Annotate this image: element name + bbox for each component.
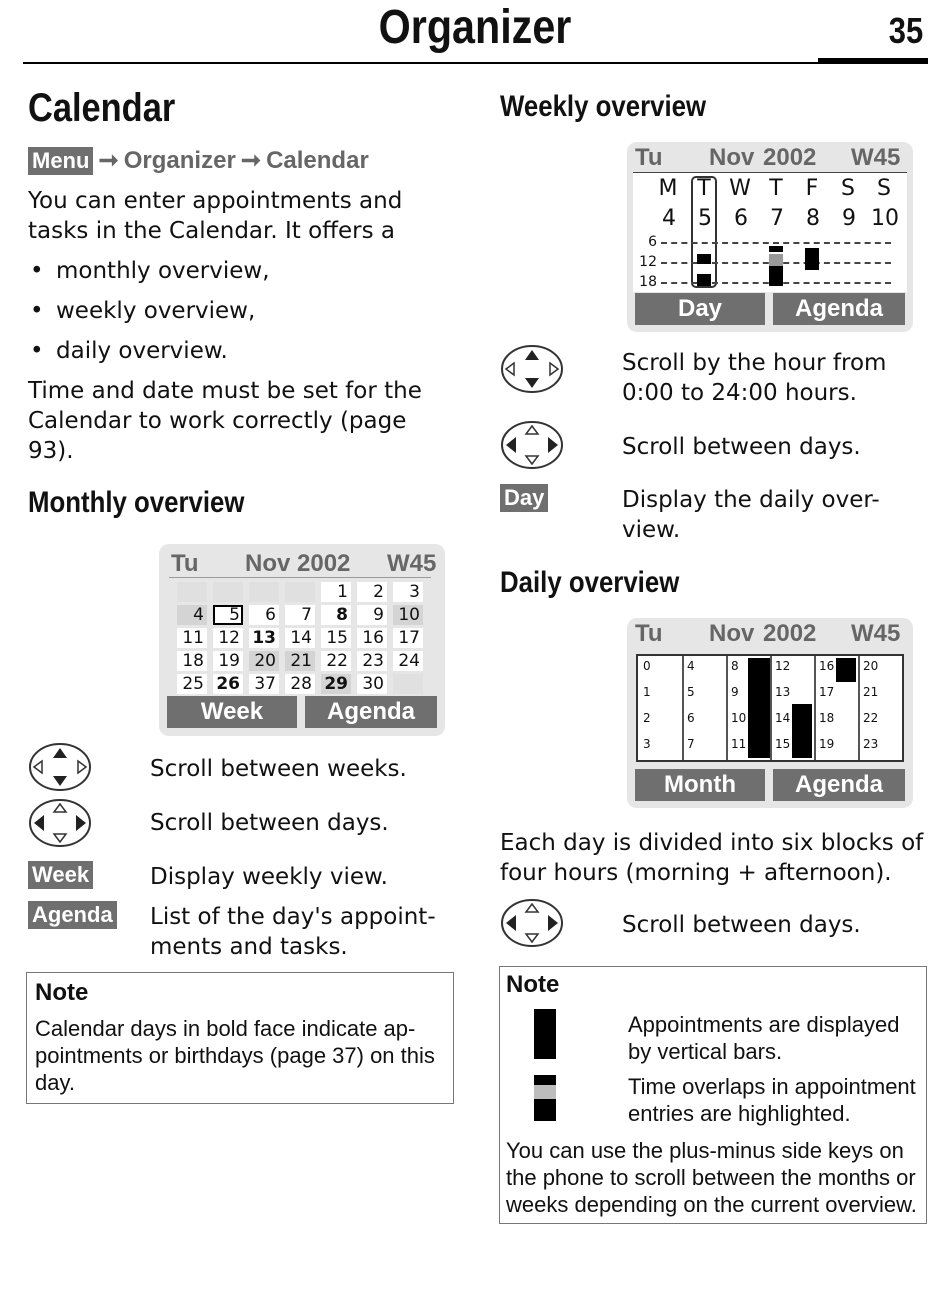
hour-label: 6 xyxy=(648,234,657,250)
day-column-divider xyxy=(858,656,860,760)
hour-label: 18 xyxy=(639,274,657,290)
month-day-cell: 29 xyxy=(321,674,351,694)
agenda-softkey[interactable]: Agenda xyxy=(773,293,905,325)
screen-month: Nov xyxy=(245,550,291,577)
weekday-label: T xyxy=(697,176,711,201)
key-desc: Scroll between weeks. xyxy=(150,756,407,782)
note-item: Time overlaps in appointment entries are highlighted. xyxy=(628,1074,916,1126)
screen-day: Tu xyxy=(635,144,663,171)
monthly-screen xyxy=(159,544,445,736)
menu-chip: Menu xyxy=(28,147,93,175)
agenda-softkey[interactable]: Agenda xyxy=(773,769,905,801)
screen-month: Nov xyxy=(709,144,755,171)
week-grid xyxy=(633,172,907,292)
week-softkey[interactable]: Week xyxy=(167,696,297,728)
note-item: Appointments are displayed by vertical bars. xyxy=(628,1012,900,1064)
screen-year: 2002 xyxy=(763,144,817,171)
month-day-cell: 12 xyxy=(213,628,243,648)
note-title: Note xyxy=(506,971,560,998)
hour-label: 18 xyxy=(819,711,835,725)
note-text: Calendar days in bold face indicate ap-pointments or birthdays (page 37) on this day. xyxy=(35,1016,435,1095)
week-chip: Week xyxy=(28,861,93,889)
key-desc: List of the day's appoint-ments and tasks. xyxy=(150,904,436,960)
month-day-cell: 8 xyxy=(321,605,351,625)
hour-label: 8 xyxy=(731,659,739,673)
appointment-bar xyxy=(836,658,856,682)
screen-week: W45 xyxy=(851,144,901,171)
hour-label: 1 xyxy=(643,685,651,699)
nav-up-down-icon xyxy=(500,344,564,394)
hour-label: 12 xyxy=(775,659,791,673)
time-note: Time and date must be set for the Calendar to work correctly (page 93). xyxy=(28,378,422,464)
key-desc: Scroll between days. xyxy=(622,434,861,460)
bullet-weekly: • weekly overview, xyxy=(56,296,255,326)
hour-label: 20 xyxy=(863,659,879,673)
hour-label: 10 xyxy=(731,711,747,725)
screen-year: 2002 xyxy=(297,550,351,577)
agenda-softkey[interactable]: Agenda xyxy=(305,696,437,728)
overlap-bar-icon xyxy=(534,1075,556,1121)
month-day-cell: 30 xyxy=(357,674,387,694)
month-day-cell: 16 xyxy=(357,628,387,648)
nav-left-right-icon xyxy=(500,898,564,948)
month-day-cell: 24 xyxy=(393,651,423,671)
daily-screen xyxy=(627,618,913,808)
hour-label: 5 xyxy=(687,685,695,699)
hour-label: 6 xyxy=(687,711,695,725)
hour-label: 9 xyxy=(731,685,739,699)
weekday-date: 6 xyxy=(734,206,748,231)
hour-label: 19 xyxy=(819,737,835,751)
month-day-cell: 3 xyxy=(393,582,423,602)
month-softkey[interactable]: Month xyxy=(635,769,765,801)
month-day-cell: 21 xyxy=(285,651,315,671)
month-day-cell: 28 xyxy=(285,674,315,694)
appointment-bar xyxy=(805,248,819,270)
month-day-cell: 15 xyxy=(321,628,351,648)
screen-week: W45 xyxy=(387,550,437,577)
bullet-monthly: • monthly overview, xyxy=(56,256,270,286)
month-day-cell: 13 xyxy=(249,628,279,648)
hour-label: 7 xyxy=(687,737,695,751)
key-desc: Scroll between days. xyxy=(150,810,389,836)
note-box xyxy=(499,966,927,1224)
month-day-cell: 22 xyxy=(321,651,351,671)
screen-week: W45 xyxy=(851,620,901,647)
appointment-bar xyxy=(697,274,711,286)
header-rule xyxy=(23,62,928,64)
screen-day: Tu xyxy=(171,550,199,577)
weekday-label: F xyxy=(805,176,819,201)
day-column-divider xyxy=(770,656,772,760)
daily-heading: Daily overview xyxy=(500,566,680,599)
day-softkey[interactable]: Day xyxy=(635,293,765,325)
breadcrumb-arrow-icon: ➞ xyxy=(98,147,119,174)
hour-label: 2 xyxy=(643,711,651,725)
nav-left-right-icon xyxy=(28,798,92,848)
daily-text: Each day is divided into six blocks of four hours (morning + afternoon). xyxy=(500,830,924,886)
month-day-cell: 17 xyxy=(393,628,423,648)
weekday-date: 7 xyxy=(770,206,784,231)
month-day-cell: 10 xyxy=(393,605,423,625)
day-chip: Day xyxy=(500,484,548,512)
appointment-bar xyxy=(769,254,783,266)
hour-label: 4 xyxy=(687,659,695,673)
day-column-divider xyxy=(814,656,816,760)
month-day-cell: 26 xyxy=(213,674,243,694)
weekday-date: 5 xyxy=(698,206,712,231)
calendar-heading: Calendar xyxy=(28,86,176,130)
day-column-divider xyxy=(726,656,728,760)
header-bar xyxy=(818,58,928,64)
screen-year: 2002 xyxy=(763,620,817,647)
month-day-cell: 5 xyxy=(213,605,243,625)
month-day-cell: 25 xyxy=(177,674,207,694)
hour-label: 14 xyxy=(775,711,791,725)
day-grid xyxy=(636,654,904,762)
note-title: Note xyxy=(35,979,89,1006)
weekday-date: 10 xyxy=(871,206,899,231)
month-day-cell: 18 xyxy=(177,651,207,671)
intro-text: You can enter appointments and tasks in the Calendar. It offers a xyxy=(28,188,403,244)
month-day-cell xyxy=(285,582,315,602)
weekday-date: 4 xyxy=(662,206,676,231)
hour-label: 17 xyxy=(819,685,835,699)
key-desc: Scroll between days. xyxy=(622,912,861,938)
note-box xyxy=(26,972,454,1104)
screen-month: Nov xyxy=(709,620,755,647)
month-day-cell: 9 xyxy=(357,605,387,625)
note-text: You can use the plus-minus side keys on the phone to scroll between the months or weeks depending on the current overview. xyxy=(506,1138,917,1217)
hour-label: 16 xyxy=(819,659,835,673)
key-desc: Display the daily over-view. xyxy=(622,487,880,543)
hour-label: 23 xyxy=(863,737,879,751)
month-day-cell xyxy=(213,582,243,602)
weekly-screen xyxy=(627,142,913,332)
breadcrumb-organizer: Organizer xyxy=(123,147,236,174)
month-day-cell: 37 xyxy=(249,674,279,694)
weekday-label: W xyxy=(729,176,751,201)
weekday-date: 8 xyxy=(806,206,820,231)
hour-label: 15 xyxy=(775,737,791,751)
breadcrumb-arrow-icon: ➞ xyxy=(240,147,261,174)
page-title: Organizer xyxy=(378,1,572,54)
month-day-cell: 7 xyxy=(285,605,315,625)
month-day-cell: 11 xyxy=(177,628,207,648)
weekday-date: 9 xyxy=(842,206,856,231)
appointment-bar xyxy=(792,704,812,758)
appointment-bar-icon xyxy=(534,1009,556,1059)
hour-label: 13 xyxy=(775,685,791,699)
weekday-label: T xyxy=(769,176,783,201)
nav-left-right-icon xyxy=(500,420,564,470)
screen-day: Tu xyxy=(635,620,663,647)
hour-label: 12 xyxy=(639,254,657,270)
month-day-cell: 6 xyxy=(249,605,279,625)
month-day-cell: 1 xyxy=(321,582,351,602)
hour-label: 22 xyxy=(863,711,879,725)
agenda-chip: Agenda xyxy=(28,901,117,929)
appointment-bar xyxy=(697,254,711,264)
page-number: 35 xyxy=(888,10,924,51)
weekday-label: S xyxy=(877,176,891,201)
appointment-bar xyxy=(769,266,783,286)
weekly-heading: Weekly overview xyxy=(500,90,707,123)
month-grid xyxy=(177,580,433,696)
weekday-label: S xyxy=(841,176,855,201)
month-day-cell xyxy=(177,582,207,602)
month-day-cell: 20 xyxy=(249,651,279,671)
nav-up-down-icon xyxy=(28,742,92,792)
breadcrumb xyxy=(28,146,369,175)
month-day-cell xyxy=(249,582,279,602)
hour-label: 21 xyxy=(863,685,879,699)
monthly-heading: Monthly overview xyxy=(28,486,245,519)
key-desc: Scroll by the hour from 0:00 to 24:00 hours. xyxy=(622,350,887,406)
appointment-bar xyxy=(769,246,783,252)
month-day-cell: 14 xyxy=(285,628,315,648)
month-day-cell: 19 xyxy=(213,651,243,671)
hour-dash-line xyxy=(661,242,891,244)
bullet-daily: • daily overview. xyxy=(56,336,228,366)
month-day-cell xyxy=(393,674,423,694)
month-day-cell: 23 xyxy=(357,651,387,671)
month-day-cell: 2 xyxy=(357,582,387,602)
day-column-divider xyxy=(682,656,684,760)
hour-label: 11 xyxy=(731,737,747,751)
month-day-cell: 4 xyxy=(177,605,207,625)
hour-label: 3 xyxy=(643,737,651,751)
key-desc: Display weekly view. xyxy=(150,864,388,890)
breadcrumb-calendar: Calendar xyxy=(266,147,369,174)
weekday-label: M xyxy=(658,176,678,201)
hour-label: 0 xyxy=(643,659,651,673)
appointment-bar xyxy=(748,658,770,758)
